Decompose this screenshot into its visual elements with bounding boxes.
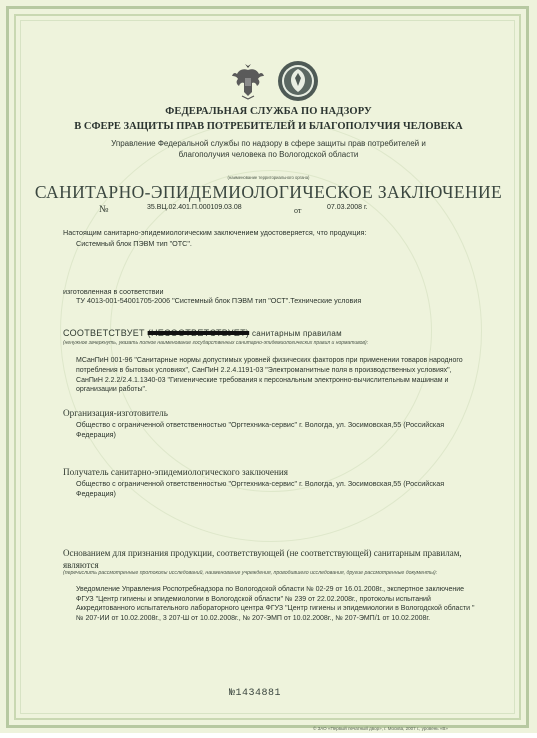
double-headed-eagle-icon: [231, 62, 265, 100]
basis-note: (перечислить рассмотренные протоколы исследований, наименование учреждения, проводившего исследования, другие рассмотренные документы):: [63, 570, 438, 576]
serial-number: №1434881: [229, 688, 282, 699]
emblem-row: [231, 60, 319, 102]
manufacturer-label: Организация-изготовитель: [63, 408, 168, 418]
basis-value: Уведомление Управления Роспотребнадзора по Вологодской области № 02-29 от 16.01.2008г., экспертное заключение ФГУЗ "Центр гигиены и эпидемиологии в Вологодской области" № 239 от 22.02.2008г., протоколы испытаний Аккредитованного испытательного лабораторного центра ФГУЗ "Центр гигиены и эпидемиологии в Вологодской области " № 207-ИИ от 10.02.2008г., 3 207-Ш от 10.02.2008г., № 207-ЭМП от 10.02.2008г., № 207-ЭМП/1 от 10.02.2008г.: [76, 586, 475, 622]
conformity-line: [63, 328, 342, 338]
manufacturer-value: Общество с ограниченной ответственностью "Оргтехника-сервис" г. Вологда, ул. Зосимовская,55 (Российская Федерация): [76, 420, 445, 439]
conform-struck: (НЕСООТВЕТСТВУЕТ): [147, 328, 250, 338]
regional-department: Управление Федеральной службы по надзору в сфере защиты прав потребителей и благополучия человека по Вологодской области: [111, 139, 426, 159]
conform-note: (ненужное зачеркнуть, указать полное наименование государственных санитарно-эпидемиологических правил и нормативов):: [63, 340, 369, 346]
agency-title: ФЕДЕРАЛЬНАЯ СЛУЖБА ПО НАДЗОРУ: [165, 106, 372, 117]
scan-edge: [0, 733, 537, 738]
agency-subtitle: В СФЕРЕ ЗАЩИТЫ ПРАВ ПОТРЕБИТЕЛЕЙ И БЛАГОПОЛУЧИЯ ЧЕЛОВЕКА: [74, 121, 463, 132]
service-seal-icon: [277, 60, 319, 102]
recipient-label: Получатель санитарно-эпидемиологического заключения: [63, 467, 289, 477]
date-prefix: от: [294, 206, 302, 215]
made-value: ТУ 4013-001-54001705-2006 "Системный блок ПЭВМ тип "ОСТ".Технические условия: [76, 296, 362, 305]
norms-text: МСанПиН 001-96 "Санитарные нормы допустимых уровней физических факторов при применении товаров народного потребления в бытовых условиях", СанПиН 2.2.4.1191-03 "Электромагнитные поля в производственных условиях", СанПиН 2.2.2/2.4.1.1340-03 "Гигиенические требования к персональным электронно-вычислительным машинам и организации работы".: [76, 357, 463, 394]
intro-text: Настоящим санитарно-эпидемиологическим заключением удостоверяется, что продукция:: [63, 228, 367, 237]
made-label: изготовленная в соответствии: [63, 287, 164, 296]
document-number: 35.ВЦ.02.401.П.000109.03.08: [147, 204, 242, 211]
document-date: 07.03.2008 г.: [327, 204, 368, 211]
recipient-value: Общество с ограниченной ответственностью "Оргтехника-сервис" г. Вологда, ул. Зосимовская,55 (Российская Федерация): [76, 479, 445, 498]
document-title: САНИТАРНО-ЭПИДЕМИОЛОГИЧЕСКОЕ ЗАКЛЮЧЕНИЕ: [34, 182, 503, 202]
number-sign: №: [99, 204, 109, 215]
org-note: (наименование территориального органа): [227, 175, 310, 180]
printer-imprint: © ЗАО «Первый печатный двор», г. Москва, 2007 г., уровень «В»: [313, 726, 448, 731]
product-name: Системный блок ПЭВМ тип "ОТС".: [76, 239, 192, 248]
conform-tail: санитарным правилам: [251, 329, 342, 338]
conform-label: СООТВЕТСТВУЕТ: [63, 328, 145, 338]
basis-label: Основанием для признания продукции, соответствующей (не соответствующей) санитарным правилам, являются: [63, 548, 462, 570]
